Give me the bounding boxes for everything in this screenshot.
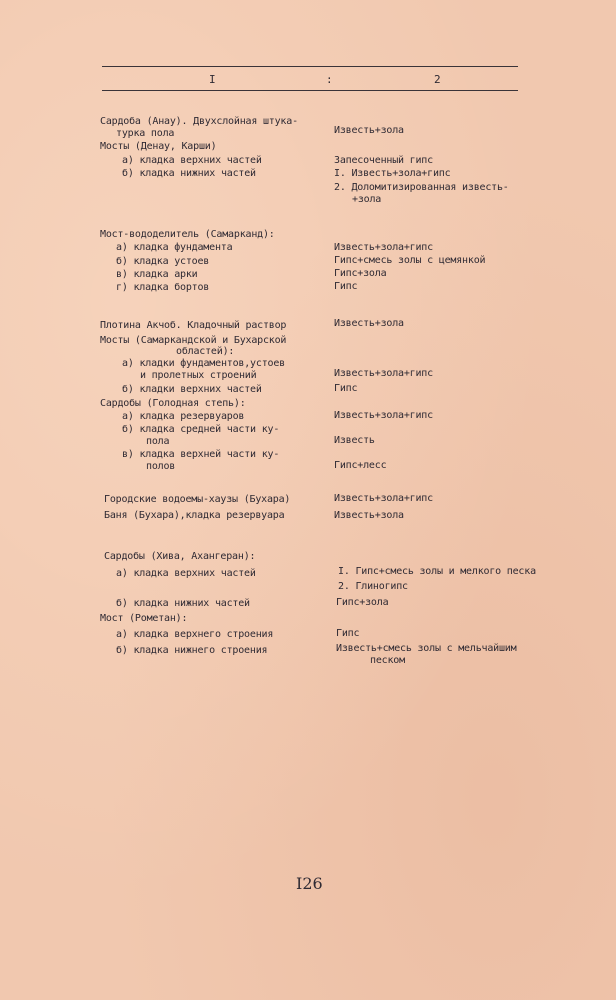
table-line: Известь+смесь золы с мельчайшим xyxy=(336,643,517,654)
table-line: Известь+зола+гипс xyxy=(334,410,433,421)
header-top-rule xyxy=(102,66,518,67)
table-line: турка пола xyxy=(116,128,175,139)
table-line: песком xyxy=(370,655,405,666)
table-line: б) кладка нижнего строения xyxy=(116,645,268,656)
table-line: и пролетных строений xyxy=(140,370,257,381)
table-line: а) кладка верхних частей xyxy=(116,568,256,579)
table-line: Баня (Бухара),кладка резервуара xyxy=(104,510,285,521)
column-2-header: 2 xyxy=(434,73,441,86)
table-line: Известь xyxy=(334,435,375,446)
table-line: в) кладка верхней части ку- xyxy=(122,449,280,460)
table-line: Мост-вододелитель (Самарканд): xyxy=(100,229,275,240)
table-line: Городские водоемы-хаузы (Бухара) xyxy=(104,494,291,505)
table-line: в) кладка арки xyxy=(116,269,198,280)
table-line: Мосты (Денау, Карши) xyxy=(100,141,217,152)
table-line: Мост (Рометан): xyxy=(100,613,188,624)
table-line: б) кладка нижних частей xyxy=(122,168,256,179)
table-line: Известь+зола+гипс xyxy=(334,493,433,504)
table-line: б) кладка средней части ку- xyxy=(122,424,280,435)
table-line: Гипс xyxy=(334,281,358,292)
table-line: Сардобы (Голодная степь): xyxy=(100,398,246,409)
table-line: а) кладка фундамента xyxy=(116,242,233,253)
table-line: Известь+зола xyxy=(334,510,404,521)
table-line: Известь+зола xyxy=(334,125,404,136)
table-line: Мосты (Самаркандской и Бухарской xyxy=(100,335,287,346)
table-line: 2. Глиногипс xyxy=(338,581,408,592)
table-line: +зола xyxy=(352,194,382,205)
table-line: Гипс+зола xyxy=(336,597,389,608)
table-line: областей): xyxy=(176,346,235,357)
table-line: 2. Доломитизированная известь- xyxy=(334,182,509,193)
table-line: Плотина Акчоб. Кладочный раствор xyxy=(100,320,287,331)
table-line: б) кладка устоев xyxy=(116,256,210,267)
table-line: Гипс+лесс xyxy=(334,460,387,471)
table-line: Гипс+зола xyxy=(334,268,387,279)
page-number: I26 xyxy=(296,874,323,893)
table-line: Гипс+смесь золы с цемянкой xyxy=(334,255,486,266)
table-line: Известь+зола xyxy=(334,318,404,329)
table-line: полов xyxy=(146,461,176,472)
table-line: Сардоба (Анау). Двухслойная штука- xyxy=(100,116,298,127)
table-line: а) кладка верхних частей xyxy=(122,155,262,166)
column-1-header: I xyxy=(209,73,216,86)
table-line: Гипс xyxy=(336,628,360,639)
header-bottom-rule xyxy=(102,90,518,91)
column-separator: : xyxy=(326,73,333,86)
table-line: Известь+зола+гипс xyxy=(334,368,433,379)
table-line: I. Известь+зола+гипс xyxy=(334,168,451,179)
table-line: Известь+зола+гипс xyxy=(334,242,433,253)
table-line: Запесоченный гипс xyxy=(334,155,433,166)
table-line: Гипс xyxy=(334,383,358,394)
table-line: б) кладка нижних частей xyxy=(116,598,250,609)
table-line: г) кладка бортов xyxy=(116,282,210,293)
table-line: а) кладка верхнего строения xyxy=(116,629,274,640)
table-line: а) кладки фундаментов,устоев xyxy=(122,358,285,369)
table-line: I. Гипс+смесь золы и мелкого песка xyxy=(338,566,536,577)
table-line: Сардобы (Хива, Ахангеран): xyxy=(104,551,256,562)
table-line: б) кладки верхних частей xyxy=(122,384,262,395)
table-line: пола xyxy=(146,436,170,447)
table-line: а) кладка резервуаров xyxy=(122,411,245,422)
